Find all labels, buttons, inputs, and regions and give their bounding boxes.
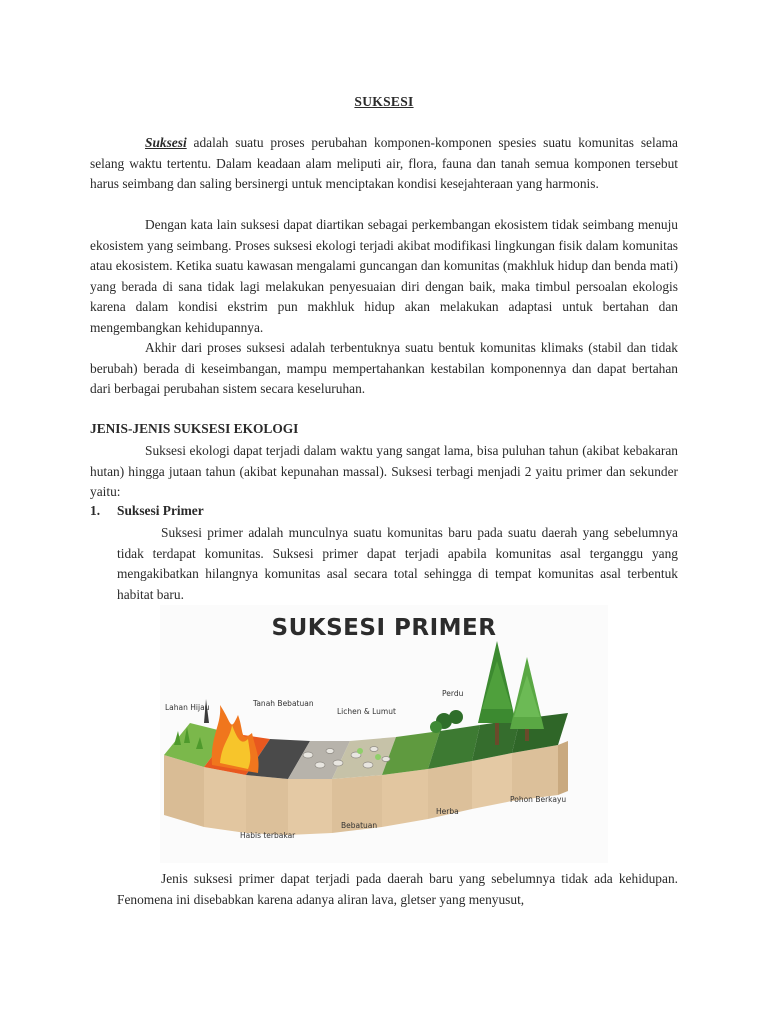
section-heading: JENIS-JENIS SUKSESI EKOLOGI (90, 421, 299, 436)
label-tanah-bebatuan: Tanah Bebatuan (253, 699, 314, 708)
figure-title: SUKSESI PRIMER (271, 615, 497, 641)
label-lichen-lumut: Lichen & Lumut (337, 707, 396, 716)
label-perdu: Perdu (442, 689, 464, 698)
list-item-title: Suksesi Primer (117, 503, 204, 518)
intro-paragraph-2: Dengan kata lain suksesi dapat diartikan sebagai perkembangan ekosistem tidak seimbang menuju ekosistem yang seimbang. Proses suksesi ekologi terjadi akibat modifikasi lingkungan fisik dalam komunitas atau ekosistem. Ketika suatu kawasan mengalami guncangan dan komunitas (makhluk hidup dan benda mati) yang berada di sana tidak lagi melakukan penyesuaian diri dengan baik, maka timbul persoalan ekologis karena dalam kondisi ekstrim pun makhluk hidup akan melakukan adaptasi untuk bertahan dan mengembangkan kehidupannya. (90, 217, 678, 335)
list-number: 1. (90, 503, 101, 518)
primer-paragraph-2: Jenis suksesi primer dapat terjadi pada daerah baru yang sebelumnya tidak ada kehidupan. Fenomena ini disebabkan karena adanya aliran lava, gletser yang menyusut, (117, 871, 678, 907)
primer-paragraph-1: Suksesi primer adalah munculnya suatu komunitas baru pada suatu daerah yang sebelumnya tidak terdapat komunitas. Suksesi primer dapat terjadi apabila komunitas asal terganggu yang mengakibatkan hilangnya komunitas asal secara total sehingga di tempat komunitas asal terbentuk habitat baru. (117, 525, 678, 602)
label-bebatuan: Bebatuan (341, 821, 378, 830)
intro-paragraph-3: Akhir dari proses suksesi adalah terbentuknya suatu bentuk komunitas klimaks (stabil dan tidak berubah) berada di keseimbangan, mampu mempertahankan kestabilan komponennya dan dapat bertahan dari berbagai perubahan sistem secara keseluruhan. (90, 340, 678, 397)
term-suksesi: Suksesi (145, 135, 187, 150)
section-paragraph-1: Suksesi ekologi dapat terjadi dalam waktu yang sangat lama, bisa puluhan tahun (akibat kebakaran hutan) hingga jutaan tahun (akibat kepunahan massal). Suksesi terbagi menjadi 2 yaitu primer dan sekunder yaitu: (90, 443, 678, 500)
label-habis-terbakar: Habis terbakar (240, 831, 296, 840)
suksesi-primer-figure (160, 605, 608, 863)
document-title: SUKSESI (354, 94, 414, 109)
label-lahan-hijau: Lahan Hijau (165, 703, 210, 712)
succession-illustration (160, 605, 608, 863)
label-pohon-berkayu: Pohon Berkayu (510, 795, 567, 804)
fire-flames (212, 705, 259, 773)
list-item-suksesi-primer (90, 503, 204, 519)
intro-paragraph-1 (90, 133, 678, 195)
intro-paragraph-1-text: adalah suatu proses perubahan komponen-komponen spesies suatu komunitas selama selang waktu tertentu. Dalam keadaan alam meliputi air, flora, fauna dan tanah semua komponen tersebut harus seimbang dan saling bersinergi untuk menciptakan kondisi kesejahteraan yang harmonis. (90, 135, 678, 192)
label-herba: Herba (436, 807, 459, 816)
